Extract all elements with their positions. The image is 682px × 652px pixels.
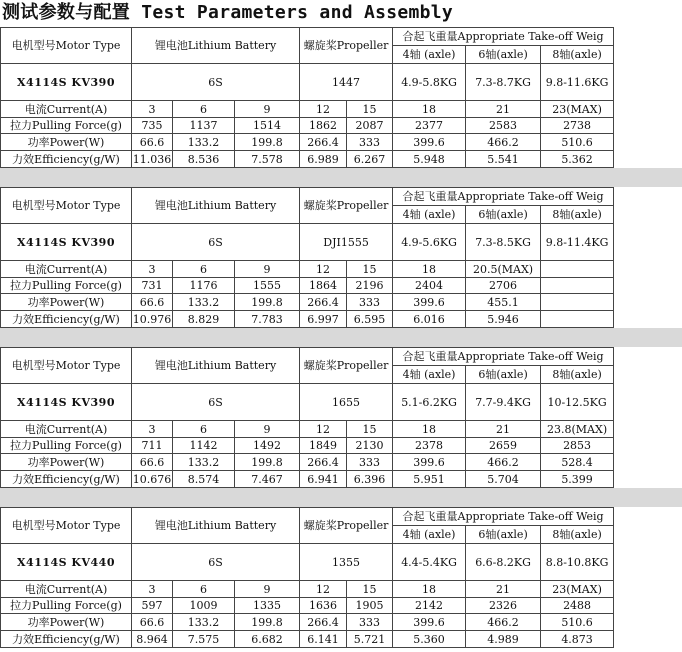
efficiency-value: 5.399 [541, 471, 614, 488]
takeoff-weight-value: 9.8-11.6KG [541, 64, 614, 101]
current-value: 12 [300, 101, 347, 118]
power-row-label: 功率Power(W) [1, 134, 132, 151]
table-row [1, 28, 682, 46]
power-value: 133.2 [173, 614, 235, 631]
efficiency-value: 6.682 [235, 631, 300, 648]
efficiency-row-label: 力效Efficiency(g/W) [1, 311, 132, 328]
pulling-value: 2142 [393, 598, 466, 614]
axle-8-header: 8轴(axle) [541, 46, 614, 64]
efficiency-value: 5.721 [347, 631, 393, 648]
efficiency-value: 5.362 [541, 151, 614, 168]
takeoff-weight-value: 4.9-5.8KG [393, 64, 466, 101]
spec-table-2 [0, 187, 682, 328]
current-value: 23(MAX) [541, 581, 614, 598]
efficiency-value: 5.360 [393, 631, 466, 648]
current-value: 23(MAX) [541, 101, 614, 118]
current-value: 21 [466, 421, 541, 438]
table-row [1, 384, 682, 421]
current-value: 15 [347, 101, 393, 118]
motor-model: X4114S KV390 [1, 384, 132, 421]
pulling-row-label: 拉力Pulling Force(g) [1, 118, 132, 134]
table-row [1, 188, 682, 206]
current-row-label: 电流Current(A) [1, 261, 132, 278]
pulling-value: 597 [132, 598, 173, 614]
pulling-value: 2130 [347, 438, 393, 454]
current-value: 21 [466, 101, 541, 118]
efficiency-value: 6.396 [347, 471, 393, 488]
takeoff-weight-value: 8.8-10.8KG [541, 544, 614, 581]
current-value: 3 [132, 421, 173, 438]
efficiency-value: 5.951 [393, 471, 466, 488]
power-value: 199.8 [235, 614, 300, 631]
pulling-value: 2378 [393, 438, 466, 454]
current-value: 23.8(MAX) [541, 421, 614, 438]
efficiency-value: 10.676 [132, 472, 172, 486]
table-row [1, 134, 682, 151]
pulling-value: 1142 [173, 438, 235, 454]
table-row [1, 508, 682, 526]
table-row [1, 438, 682, 454]
efficiency-value: 5.946 [466, 311, 541, 328]
current-row-label: 电流Current(A) [1, 581, 132, 598]
table-row [1, 151, 682, 168]
pulling-value: 1636 [300, 598, 347, 614]
table-row [1, 101, 682, 118]
takeoff-weight-value: 7.3-8.7KG [466, 64, 541, 101]
efficiency-value: 7.467 [235, 471, 300, 488]
pulling-value: 2196 [347, 278, 393, 294]
pulling-value: 2853 [541, 438, 614, 454]
pulling-value: 711 [132, 438, 173, 454]
table-row [1, 454, 682, 471]
efficiency-value: 5.541 [466, 151, 541, 168]
power-value: 333 [347, 294, 393, 311]
efficiency-value: 7.783 [235, 311, 300, 328]
pulling-value: 1514 [235, 118, 300, 134]
takeoff-weight-value: 7.7-9.4KG [466, 384, 541, 421]
power-value: 199.8 [235, 294, 300, 311]
efficiency-value: 5.704 [466, 471, 541, 488]
power-row-label: 功率Power(W) [1, 454, 132, 471]
axle-8-header: 8轴(axle) [541, 526, 614, 544]
pulling-value: 2706 [466, 278, 541, 294]
axle-4-header: 4轴 (axle) [393, 526, 466, 544]
propeller-value: 1355 [300, 544, 393, 581]
current-value: 12 [300, 421, 347, 438]
current-row-label: 电流Current(A) [1, 101, 132, 118]
section-divider [0, 168, 682, 187]
efficiency-value: 6.016 [393, 311, 466, 328]
table-row [1, 64, 682, 101]
pulling-value: 2659 [466, 438, 541, 454]
pulling-value: 1864 [300, 278, 347, 294]
current-value: 20.5(MAX) [466, 261, 541, 278]
current-value: 6 [173, 101, 235, 118]
current-value: 15 [347, 421, 393, 438]
axle-6-header: 6轴(axle) [466, 366, 541, 384]
spec-table-3 [0, 347, 682, 488]
axle-4-header: 4轴 (axle) [393, 366, 466, 384]
takeoff-weight-header: 合起飞重量Appropriate Take-off Weig [393, 508, 614, 526]
efficiency-value [541, 311, 614, 328]
power-value: 266.4 [300, 134, 347, 151]
motor-type-header: 电机型号Motor Type [1, 188, 132, 224]
efficiency-value: 6.141 [300, 631, 347, 648]
current-value: 9 [235, 581, 300, 598]
power-value: 66.6 [132, 294, 173, 311]
efficiency-value: 4.989 [466, 631, 541, 648]
pulling-value: 1009 [173, 598, 235, 614]
efficiency-row-label: 力效Efficiency(g/W) [1, 471, 132, 488]
current-value: 9 [235, 101, 300, 118]
battery-header: 锂电池Lithium Battery [132, 28, 300, 64]
power-value: 399.6 [393, 294, 466, 311]
table-row [1, 544, 682, 581]
table-row [1, 471, 682, 488]
power-value: 133.2 [173, 294, 235, 311]
takeoff-weight-header: 合起飞重量Appropriate Take-off Weig [393, 188, 614, 206]
motor-type-header: 电机型号Motor Type [1, 348, 132, 384]
power-value: 466.2 [466, 134, 541, 151]
efficiency-value: 8.574 [173, 471, 235, 488]
propeller-value: DJI1555 [300, 224, 393, 261]
pulling-row-label: 拉力Pulling Force(g) [1, 598, 132, 614]
power-row-label: 功率Power(W) [1, 294, 132, 311]
efficiency-row-label: 力效Efficiency(g/W) [1, 631, 132, 648]
axle-4-header: 4轴 (axle) [393, 206, 466, 224]
table-row [1, 614, 682, 631]
battery-header: 锂电池Lithium Battery [132, 508, 300, 544]
current-value: 15 [347, 261, 393, 278]
power-value: 199.8 [235, 134, 300, 151]
takeoff-weight-header: 合起飞重量Appropriate Take-off Weig [393, 348, 614, 366]
current-value: 12 [300, 581, 347, 598]
pulling-value: 2404 [393, 278, 466, 294]
axle-6-header: 6轴(axle) [466, 526, 541, 544]
pulling-value [541, 278, 614, 294]
takeoff-weight-value: 10-12.5KG [541, 384, 614, 421]
current-value: 18 [393, 261, 466, 278]
pulling-value: 2738 [541, 118, 614, 134]
current-value: 6 [173, 421, 235, 438]
power-value: 466.2 [466, 454, 541, 471]
current-value: 3 [132, 101, 173, 118]
power-value: 399.6 [393, 614, 466, 631]
pulling-value: 1555 [235, 278, 300, 294]
efficiency-row-label: 力效Efficiency(g/W) [1, 151, 132, 168]
axle-6-header: 6轴(axle) [466, 46, 541, 64]
spec-table-1 [0, 27, 682, 168]
propeller-value: 1447 [300, 64, 393, 101]
pulling-value: 731 [132, 278, 173, 294]
power-value: 199.8 [235, 454, 300, 471]
takeoff-weight-value: 7.3-8.5KG [466, 224, 541, 261]
spec-table-4 [0, 507, 682, 648]
takeoff-weight-value: 5.1-6.2KG [393, 384, 466, 421]
efficiency-value: 6.989 [300, 151, 347, 168]
page-title: 测试参数与配置 Test Parameters and Assembly [2, 2, 454, 23]
current-row-label: 电流Current(A) [1, 421, 132, 438]
table-row [1, 348, 682, 366]
pulling-value: 1335 [235, 598, 300, 614]
efficiency-value: 6.997 [300, 311, 347, 328]
current-value: 12 [300, 261, 347, 278]
table-row [1, 278, 682, 294]
battery-value: 6S [132, 544, 300, 581]
power-value: 133.2 [173, 134, 235, 151]
power-value: 66.6 [132, 134, 173, 151]
motor-model: X4114S KV440 [1, 544, 132, 581]
motor-model: X4114S KV390 [1, 224, 132, 261]
takeoff-weight-value: 9.8-11.4KG [541, 224, 614, 261]
current-value: 9 [235, 421, 300, 438]
efficiency-value: 7.575 [173, 631, 235, 648]
efficiency-value: 5.948 [393, 151, 466, 168]
table-row [1, 631, 682, 648]
current-value [541, 261, 614, 278]
power-value: 466.2 [466, 614, 541, 631]
takeoff-weight-header: 合起飞重量Appropriate Take-off Weig [393, 28, 614, 46]
pulling-value: 2377 [393, 118, 466, 134]
pulling-row-label: 拉力Pulling Force(g) [1, 278, 132, 294]
motor-type-header: 电机型号Motor Type [1, 508, 132, 544]
motor-model: X4114S KV390 [1, 64, 132, 101]
battery-value: 6S [132, 384, 300, 421]
power-value: 510.6 [541, 134, 614, 151]
axle-8-header: 8轴(axle) [541, 206, 614, 224]
efficiency-value: 10.976 [132, 312, 172, 326]
efficiency-value: 8.829 [173, 311, 235, 328]
takeoff-weight-value: 4.4-5.4KG [393, 544, 466, 581]
pulling-value: 1137 [173, 118, 235, 134]
efficiency-value: 6.267 [347, 151, 393, 168]
current-value: 18 [393, 421, 466, 438]
propeller-header: 螺旋桨Propeller [300, 348, 393, 384]
table-row [1, 311, 682, 328]
power-value: 66.6 [132, 454, 173, 471]
current-value: 9 [235, 261, 300, 278]
pulling-value: 1905 [347, 598, 393, 614]
efficiency-value: 6.941 [300, 471, 347, 488]
pulling-row-label: 拉力Pulling Force(g) [1, 438, 132, 454]
table-row [1, 118, 682, 134]
efficiency-value: 6.595 [347, 311, 393, 328]
table-row [1, 421, 682, 438]
power-value [541, 294, 614, 311]
pulling-value: 1862 [300, 118, 347, 134]
battery-header: 锂电池Lithium Battery [132, 348, 300, 384]
current-value: 3 [132, 581, 173, 598]
current-value: 18 [393, 101, 466, 118]
takeoff-weight-value: 4.9-5.6KG [393, 224, 466, 261]
power-row-label: 功率Power(W) [1, 614, 132, 631]
power-value: 455.1 [466, 294, 541, 311]
pulling-value: 2488 [541, 598, 614, 614]
propeller-header: 螺旋桨Propeller [300, 508, 393, 544]
current-value: 6 [173, 261, 235, 278]
pulling-value: 2583 [466, 118, 541, 134]
pulling-value: 2087 [347, 118, 393, 134]
battery-header: 锂电池Lithium Battery [132, 188, 300, 224]
takeoff-weight-value: 6.6-8.2KG [466, 544, 541, 581]
power-value: 510.6 [541, 614, 614, 631]
section-divider [0, 328, 682, 347]
battery-value: 6S [132, 224, 300, 261]
power-value: 266.4 [300, 614, 347, 631]
propeller-header: 螺旋桨Propeller [300, 28, 393, 64]
power-value: 333 [347, 614, 393, 631]
power-value: 266.4 [300, 454, 347, 471]
power-value: 133.2 [173, 454, 235, 471]
current-value: 18 [393, 581, 466, 598]
pulling-value: 1849 [300, 438, 347, 454]
axle-4-header: 4轴 (axle) [393, 46, 466, 64]
efficiency-value: 8.536 [173, 151, 235, 168]
table-row [1, 598, 682, 614]
current-value: 6 [173, 581, 235, 598]
efficiency-value: 7.578 [235, 151, 300, 168]
table-row [1, 224, 682, 261]
section-divider [0, 488, 682, 507]
power-value: 333 [347, 134, 393, 151]
axle-8-header: 8轴(axle) [541, 366, 614, 384]
power-value: 266.4 [300, 294, 347, 311]
table-row [1, 581, 682, 598]
pulling-value: 735 [132, 118, 173, 134]
efficiency-value: 11.036 [132, 152, 172, 166]
pulling-value: 1492 [235, 438, 300, 454]
current-value: 3 [132, 261, 173, 278]
pulling-value: 2326 [466, 598, 541, 614]
power-value: 333 [347, 454, 393, 471]
pulling-value: 1176 [173, 278, 235, 294]
efficiency-value: 4.873 [541, 631, 614, 648]
efficiency-value: 8.964 [132, 631, 173, 648]
current-value: 15 [347, 581, 393, 598]
power-value: 528.4 [541, 454, 614, 471]
table-row [1, 261, 682, 278]
power-value: 66.6 [132, 614, 173, 631]
motor-type-header: 电机型号Motor Type [1, 28, 132, 64]
propeller-header: 螺旋桨Propeller [300, 188, 393, 224]
propeller-value: 1655 [300, 384, 393, 421]
power-value: 399.6 [393, 134, 466, 151]
battery-value: 6S [132, 64, 300, 101]
table-row [1, 294, 682, 311]
power-value: 399.6 [393, 454, 466, 471]
current-value: 21 [466, 581, 541, 598]
axle-6-header: 6轴(axle) [466, 206, 541, 224]
